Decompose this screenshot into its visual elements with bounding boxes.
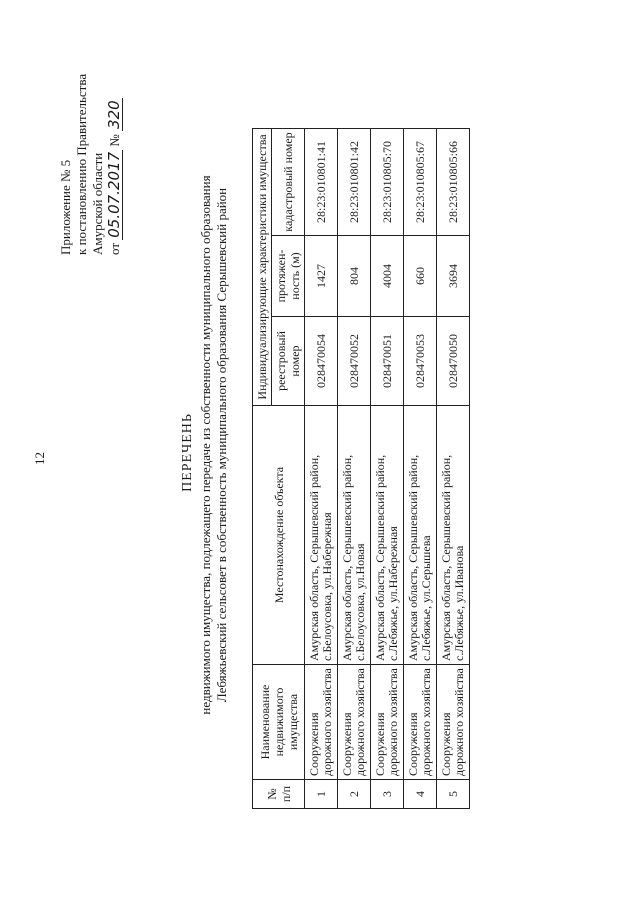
- from-prefix: от: [107, 242, 122, 255]
- cell-cadastral: 28:23:010801:42: [338, 129, 371, 236]
- cell-registry: 028470051: [371, 317, 404, 406]
- header-registry: реестровый номер: [272, 317, 305, 406]
- appendix-date-line: [106, 74, 123, 255]
- appendix-line-2: к постановлению Правительства: [74, 73, 89, 255]
- cell-cadastral: 28:23:010805:67: [404, 129, 437, 236]
- cell-name: Сооружения дорожного хозяйства: [437, 665, 470, 780]
- cell-location: Амурская область, Серышевский район, с.Белоусовка, ул.Новая: [338, 406, 371, 665]
- cell-length: 660: [404, 236, 437, 317]
- handwritten-number: 320: [105, 100, 123, 129]
- header-num: № п/п: [253, 780, 305, 809]
- cell-name: Сооружения дорожного хозяйства: [305, 665, 338, 780]
- cell-cadastral: 28:23:010805:70: [371, 129, 404, 236]
- table-row: [305, 129, 338, 809]
- cell-location: Амурская область, Серышевский район, с.Лебяжье, ул.Иванова: [437, 406, 470, 665]
- cell-num: 2: [338, 780, 371, 809]
- header-length: протяжен-ность (м): [272, 236, 305, 317]
- header-characteristics: Индивидуализирующие характеристики имущества: [253, 129, 272, 406]
- cell-name: Сооружения дорожного хозяйства: [371, 665, 404, 780]
- cell-registry: 028470050: [437, 317, 470, 406]
- cell-location: Амурская область, Серышевский район, с.Лебяжье, ул.Серышева: [404, 406, 437, 665]
- cell-registry: 028470052: [338, 317, 371, 406]
- table-row: [437, 129, 470, 809]
- cell-name: Сооружения дорожного хозяйства: [404, 665, 437, 780]
- cell-num: 5: [437, 780, 470, 809]
- cell-length: 804: [338, 236, 371, 317]
- cell-registry: 028470054: [305, 317, 338, 406]
- appendix-header: [58, 74, 123, 255]
- cell-length: 3694: [437, 236, 470, 317]
- header-cadastral: кадастровый номер: [272, 129, 305, 236]
- cell-num: 4: [404, 780, 437, 809]
- header-name: Наименование недвижимого имущества: [253, 665, 305, 780]
- cell-cadastral: 28:23:010805:66: [437, 129, 470, 236]
- appendix-line-1: Приложение № 5: [58, 159, 73, 255]
- cell-num: 1: [305, 780, 338, 809]
- cell-name: Сооружения дорожного хозяйства: [338, 665, 371, 780]
- number-prefix: №: [107, 134, 122, 147]
- document-title: ПЕРЕЧЕНЬ: [180, 413, 195, 492]
- cell-length: 4004: [371, 236, 404, 317]
- table-row: [371, 129, 404, 809]
- cell-location: Амурская область, Серышевский район, с.Белоусовка, ул.Набережная: [305, 406, 338, 665]
- page-number: 12: [32, 452, 47, 465]
- cell-length: 1427: [305, 236, 338, 317]
- cell-num: 3: [371, 780, 404, 809]
- cell-registry: 028470053: [404, 317, 437, 406]
- table-row: [404, 129, 437, 809]
- property-table: [252, 128, 470, 809]
- appendix-line-3: Амурской области: [90, 152, 105, 255]
- cell-location: Амурская область, Серышевский район, с.Лебяжье, ул.Набережная: [371, 406, 404, 665]
- cell-cadastral: 28:23:010801:41: [305, 129, 338, 236]
- table-row: [338, 129, 371, 809]
- document-subtitle: недвижимого имущества, подлежащего передаче из собственности муниципального образования Лебяжьевский сельсовет в собственность муниципального образования Серышевский район: [198, 175, 229, 715]
- handwritten-date: 05.07.2017: [105, 151, 123, 238]
- header-location: Местонахождение объекта: [253, 406, 305, 665]
